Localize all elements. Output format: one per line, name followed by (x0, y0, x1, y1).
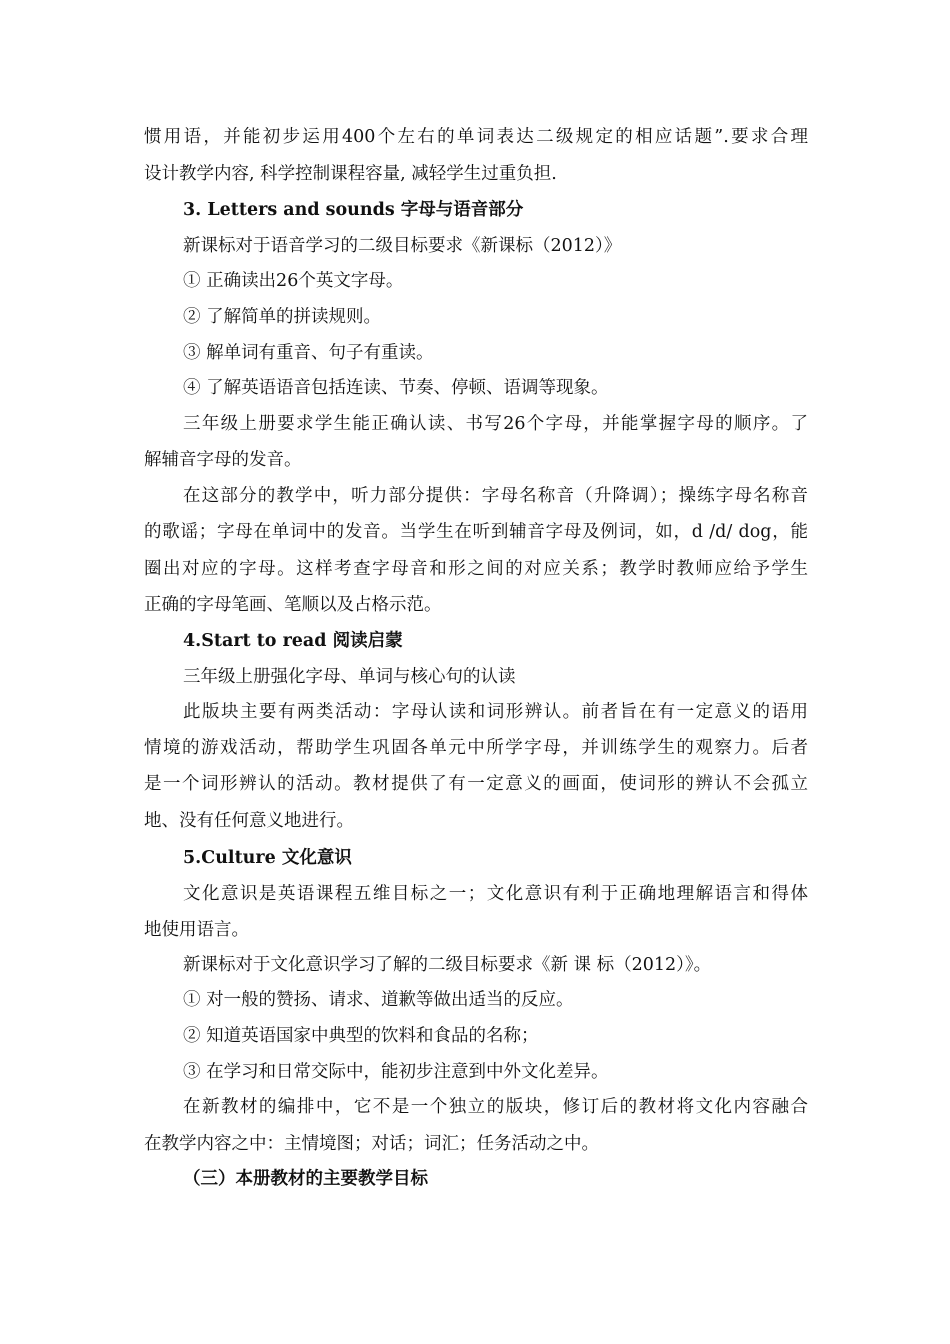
paragraph-line: 在教学内容之中：主情境图；对话；词汇；任务活动之中。 (144, 1134, 599, 1154)
list-item: ③ 解单词有重音、句子有重读。 (183, 343, 434, 363)
section-heading: （三）本册教材的主要教学目标 (183, 1169, 428, 1189)
paragraph-line: 新课标对于文化意识学习了解的二级目标要求《新 课 标（2012）》。 (183, 955, 712, 975)
list-item: ③ 在学习和日常交际中，能初步注意到中外文化差异。 (183, 1062, 609, 1082)
paragraph-line: 地使用语言。 (144, 920, 249, 940)
section-heading: 5.Culture 文化意识 (183, 848, 352, 868)
paragraph-line: 解辅音字母的发音。 (144, 450, 302, 470)
paragraph-line: 地、没有任何意义地进行。 (144, 811, 354, 831)
paragraph-line: 在新教材的编排中，它不是一个独立的版块，修订后的教材将文化内容融合 (183, 1097, 808, 1117)
paragraph-line: 情境的游戏活动，帮助学生巩固各单元中所学字母，并训练学生的观察力。后者 (144, 738, 808, 758)
paragraph-line: 圈出对应的字母。这样考查字母音和形之间的对应关系；教学时教师应给予学生 (144, 559, 808, 579)
list-item: ② 了解简单的拼读规则。 (183, 307, 382, 327)
list-item: ② 知道英语国家中典型的饮料和食品的名称； (183, 1026, 539, 1046)
list-item: ① 对一般的赞扬、请求、道歉等做出适当的反应。 (183, 990, 574, 1010)
paragraph-line: 三年级上册强化字母、单词与核心句的认读 (183, 667, 516, 687)
paragraph-line: 此版块主要有两类活动：字母认读和词形辨认。前者旨在有一定意义的语用 (183, 702, 808, 722)
paragraph-line: 是一个词形辨认的活动。教材提供了有一定意义的画面，使词形的辨认不会孤立 (144, 774, 808, 794)
paragraph-line: 新课标对于语音学习的二级目标要求《新课标（2012）》 (183, 236, 622, 256)
paragraph-line: 的歌谣；字母在单词中的发音。当学生在听到辅音字母及例词，如，d /d/ dog，能 (144, 522, 808, 542)
paragraph-line: 在这部分的教学中，听力部分提供：字母名称音（升降调）；操练字母名称音 (183, 486, 808, 506)
paragraph-line: 设计教学内容, 科学控制课程容量, 减轻学生过重负担. (144, 164, 557, 184)
section-heading: 3. Letters and sounds 字母与语音部分 (183, 200, 524, 220)
list-item: ① 正确读出26个英文字母。 (183, 271, 404, 291)
paragraph-line: 三年级上册要求学生能正确认读、书写26个字母，并能掌握字母的顺序。了 (183, 414, 808, 434)
section-heading: 4.Start to read 阅读启蒙 (183, 631, 403, 651)
paragraph-line: 文化意识是英语课程五维目标之一；文化意识有利于正确地理解语言和得体 (183, 884, 808, 904)
list-item: ④ 了解英语语音包括连读、节奏、停顿、语调等现象。 (183, 378, 609, 398)
paragraph-line: 正确的字母笔画、笔顺以及占格示范。 (144, 595, 442, 615)
paragraph-line: 惯用语，并能初步运用400个左右的单词表达二级规定的相应话题”.要求合理 (144, 127, 808, 147)
